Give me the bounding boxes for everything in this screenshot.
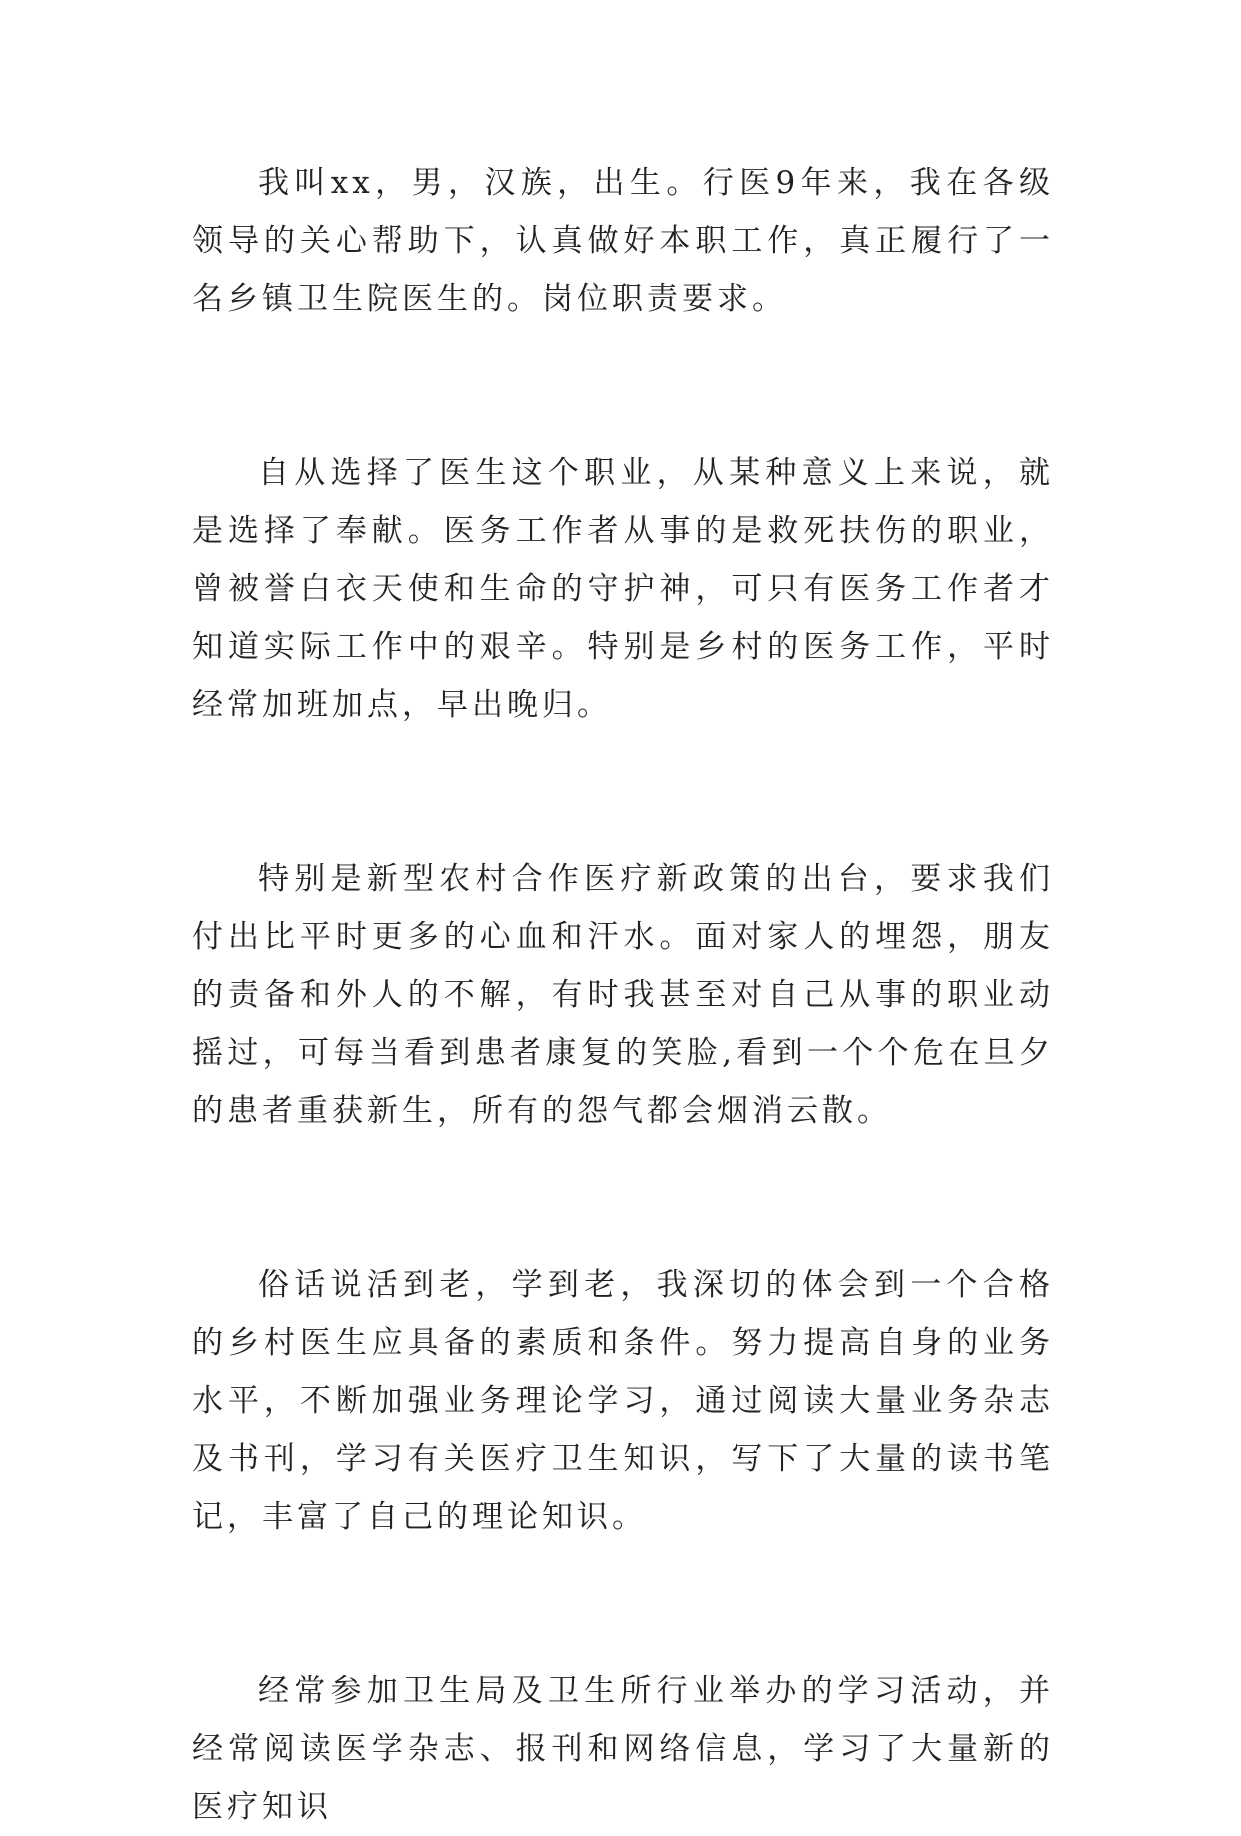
paragraph-2: 自从选择了医生这个职业，从某种意义上来说，就是选择了奉献。医务工作者从事的是救死扶伤的职业，曾被誉白衣天使和生命的守护神，可只有医务工作者才知道实际工作中的艰辛。特别是乡村的医务工作，平时经常加班加点，早出晚归。 [192,455,1054,723]
paragraph-5: 经常参加卫生局及卫生所行业举办的学习活动，并经常阅读医学杂志、报刊和网络信息，学习了大量新的医疗知识 [192,1673,1054,1825]
paragraph-3: 特别是新型农村合作医疗新政策的出台，要求我们付出比平时更多的心血和汗水。面对家人的埋怨，朋友的责备和外人的不解，有时我甚至对自己从事的职业动摇过，可每当看到患者康复的笑脸,看到一个个危在旦夕的患者重获新生，所有的怨气都会烟消云散。 [192,861,1054,1129]
paragraph-1: 我叫xx，男，汉族，出生。行医9年来，我在各级领导的关心帮助下，认真做好本职工作，真正履行了一名乡镇卫生院医生的。岗位职责要求。 [192,165,1054,317]
document-body [192,154,1054,1836]
paragraph-4: 俗话说活到老，学到老，我深切的体会到一个合格的乡村医生应具备的素质和条件。努力提高自身的业务水平，不断加强业务理论学习，通过阅读大量业务杂志及书刊，学习有关医疗卫生知识，写下了大量的读书笔记，丰富了自己的理论知识。 [192,1267,1054,1535]
